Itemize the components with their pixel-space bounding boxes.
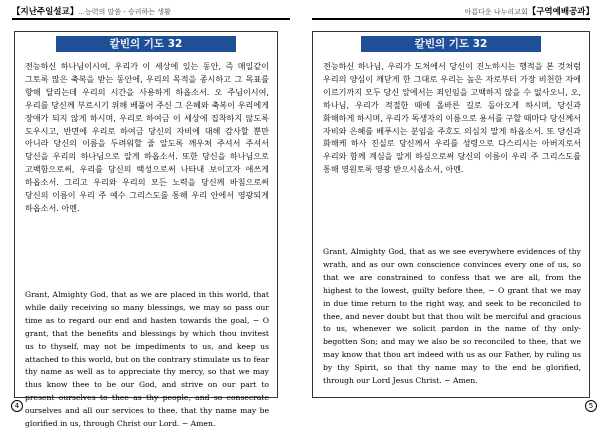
- right-english-prayer: Grant, Almighty God, that as we see everywhere evidences of thy wrath, and as our own conscience convinces every one of us, so that we are constrained to confess that we are all, from the highest to the lowest, guilty before thee, − O grant that we may in due time return to the right way, and seek to be reconciled to thee, and never doubt but that thou wilt be merciful and gracious to us, whenever we solicit pardon in the name of thy only-begotten Son; and may we also be so reconciled to thee, that we may know that thou art indeed with us as our Father, by ruling us by thy Spirit, so that thy name may to the end be glorified, through our Lord Jesus Christ. − Amen.: [323, 247, 581, 386]
- right-header-church: 아름다운 나누리교회: [464, 8, 528, 16]
- left-korean-prayer: 전능하신 하나님이시여, 우리가 이 세상에 있는 동안, 즉 매일같이 그토록 많은 축복을 받는 동안에, 우리의 목적을 종시하고 그 목표를 향해 달리는데 우리의 시간을 사용하게 하옵소서. 오 주님이시여, 우리를 당신께 부르시기 위해 베풀어 주신 그 은혜와 축복이 우리에게 장애가 되지 않게 하시며, 우리로 하여금 이 세상에 집착하지 않도록 도우시고, 반면에 우리로 하여금 당신의 자비에 대해 감사할 뿐만 아니라 당신의 이름을 두려워할 줄 알도록 깨우쳐 주셔서 주셔서 당신을 우리의 하나님으로 알게 하옵소서. 또한 당신을 하나님으로 고백함으로써, 우리를 당신의 백성으로써 나타내 보이고자 애쓰게 하옵소서. 그리고 우리와 우리의 모든 노력을 당신께 바침으로써 당신의 이름이 우리 주 예수 그리스도를 통해 우리 안에서 영광되게 하옵소서. 아멘.: [25, 61, 269, 213]
- left-page-number: 4: [11, 400, 23, 412]
- right-page-number: 5: [585, 400, 597, 412]
- left-header: [12, 6, 171, 18]
- left-prayer-title: 칼빈의 기도 32: [56, 36, 236, 52]
- right-header: [465, 6, 594, 18]
- right-page: [304, 0, 600, 424]
- right-header-section: 【구역예배공과】: [527, 7, 594, 17]
- right-header-rule: [312, 18, 590, 20]
- right-prayer-frame: [312, 31, 590, 398]
- left-page: [0, 0, 300, 429]
- left-header-rule: [12, 18, 290, 20]
- left-english-prayer: Grant, Almighty God, that as we are placed in this world, that while daily receiving so many blessings, we may so pass our time as to regard our end and hasten towards the goal, − O grant, that the benefits and blessings by which thou invitest us to thyself, may not be impediments to us, and keep us attached to this world, but on the contrary stimulate us to fear thy name as well as to appreciate thy mercy, so that we may thus know thee to be our God, and strive on our part to present ourselves to thee as thy people, and so consecrate ourselves and all our services to thee, that thy name may be glorified in us, through Christ our Lord. − Amen.: [25, 290, 269, 429]
- left-header-section: 【지난주일설교】: [12, 7, 79, 17]
- left-prayer-frame: [14, 31, 278, 429]
- left-header-subtitle: ...능력의 말씀 - 승리하는 생활: [78, 8, 171, 16]
- right-prayer-title: 칼빈의 기도 32: [361, 36, 541, 52]
- right-korean-prayer: 전능하신 하나님, 우리가 도처에서 당신이 진노하시는 행적을 본 것처럼 우리의 양심이 깨닫게 한 그대로 우리는 높은 자로부터 가장 비천한 자에 이르기까지 모두 당신 앞에서는 죄인임을 고백하지 않을 수 없사오니, 오, 하나님, 우리가 적절한 때에 올바른 길로 돌아오게 하시며, 당신과 화해하게 하시며, 우리가 독생자의 이름으로 용서를 구할 때마다 당신께서 자비와 은혜를 베푸시는 분임을 주호도 의심치 말게 하옵소서. 또 당신과 화해케 하사 진실로 당신께서 우리를 성령으로 다스리시는 아버지로서 우리와 함께 계심을 알게 하심으로써 당신의 이름이 우리 주 그리스도를 통해 영원토록 영광 받으시옵소서, 아멘.: [323, 61, 581, 175]
